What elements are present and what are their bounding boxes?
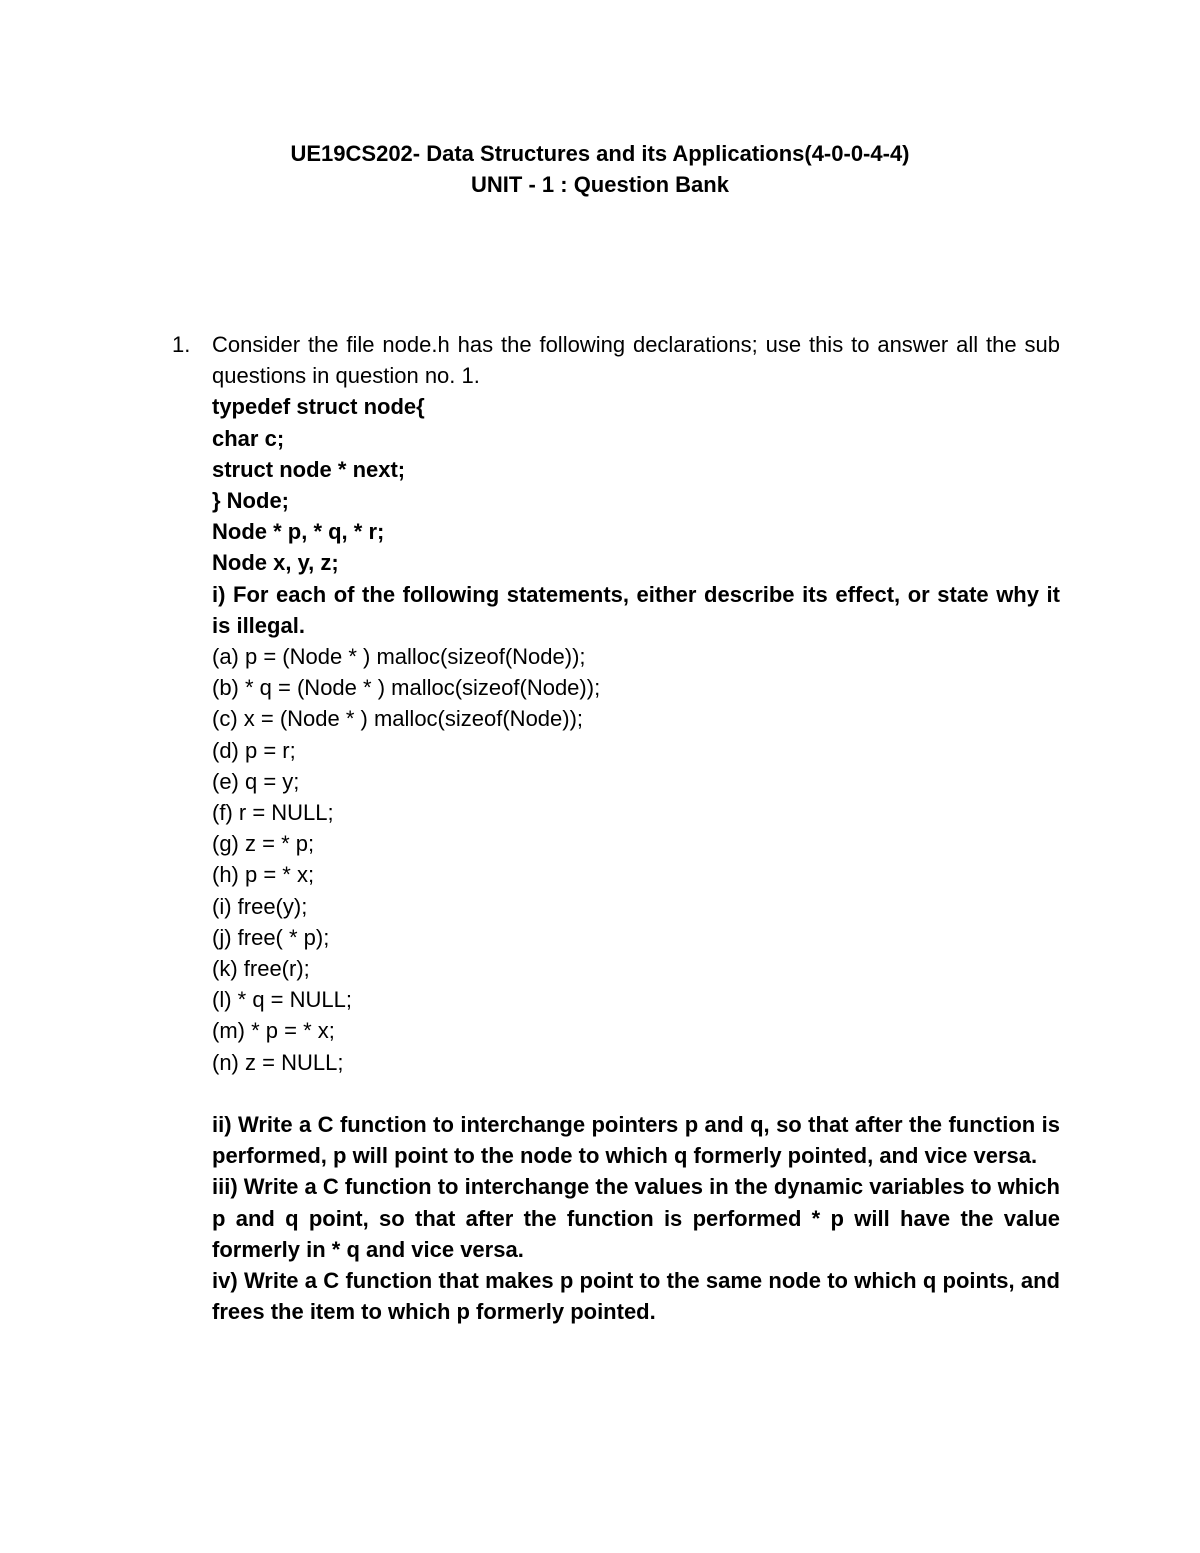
statement-item: (i) free(y); [212,893,308,919]
part-ii-instruction: ii) Write a C function to interchange pointers p and q, so that after the function is performed, p will point to the node to which q formerly pointed, and vice versa. [212,1112,1060,1169]
question-intro: Consider the file node.h has the following declarations; use this to answer all the sub questions in question no. 1. [212,332,1060,389]
part-iv-instruction: iv) Write a C function that makes p point to the same node to which q points, and frees the item to which p formerly pointed. [212,1268,1060,1325]
part-i-instruction: i) For each of the following statements, either describe its effect, or state why it is illegal. [212,581,1060,638]
statement-item: (m) * p = * x; [212,1018,335,1044]
statement-item: (l) * q = NULL; [212,987,352,1013]
statement-item: (h) p = * x; [212,862,315,888]
statement-item: (g) z = * p; [212,831,315,857]
statement-item: (n) z = NULL; [212,1049,344,1075]
code-line: typedef struct node{ [212,394,425,420]
code-line: struct node * next; [212,456,406,482]
statement-item: (j) free( * p); [212,924,330,950]
code-line: Node x, y, z; [212,550,339,576]
code-block [212,391,1060,578]
statement-item: (b) * q = (Node * ) malloc(sizeof(Node)); [212,675,601,701]
document-title: UE19CS202- Data Structures and its Applications(4-0-0-4-4) [290,141,910,166]
code-line: char c; [212,425,285,451]
question-number: 1. [172,332,191,357]
document-subtitle: UNIT - 1 : Question Bank [471,172,729,197]
question-body [212,329,1060,1327]
statement-item: (c) x = (Node * ) malloc(sizeof(Node)); [212,706,584,732]
statement-item: (k) free(r); [212,956,310,982]
code-line: } Node; [212,488,289,514]
blank-line [212,1078,1060,1109]
statement-item: (a) p = (Node * ) malloc(sizeof(Node)); [212,644,586,670]
statement-list [212,641,1060,1078]
code-line: Node * p, * q, * r; [212,519,385,545]
document-header [0,138,1200,200]
statement-item: (d) p = r; [212,737,296,763]
statement-item: (f) r = NULL; [212,800,334,826]
part-iii-instruction: iii) Write a C function to interchange the values in the dynamic variables to which p and q point, so that after the function is performed * p will have the value formerly in * q and vice versa. [212,1174,1060,1262]
statement-item: (e) q = y; [212,768,300,794]
